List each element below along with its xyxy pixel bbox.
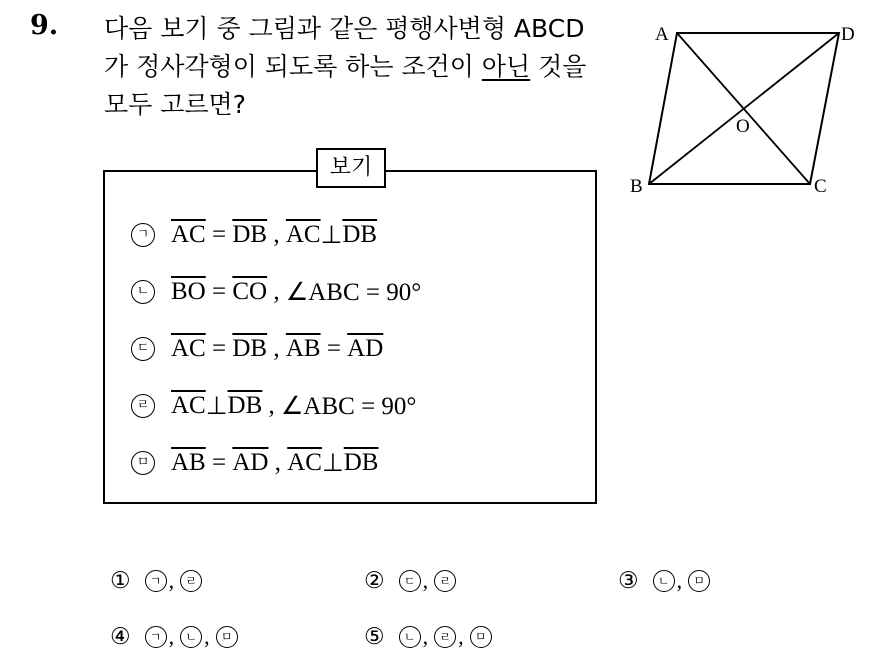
segment: $\overline{AC}$ — [287, 449, 322, 476]
question-line-1: 다음 보기 중 그림과 같은 평행사변형 ABCD — [104, 14, 585, 43]
operator: = — [205, 221, 233, 248]
operator: = — [205, 335, 233, 362]
segment: $\overline{CO}$ — [232, 278, 268, 305]
choice-mark: ㄱ — [145, 570, 167, 592]
segment: $\overline{AC}$ — [171, 392, 206, 419]
operator: ⊥ — [320, 222, 343, 249]
choice-5[interactable] — [364, 622, 492, 652]
segment: $\overline{DB}$ — [232, 221, 268, 248]
operator: = — [320, 335, 348, 362]
operator: ⊥ — [321, 450, 344, 477]
separator: , — [268, 449, 288, 476]
choice-separator: , — [422, 568, 429, 593]
question-line-2-start: 가 정사각형이 되도록 하는 조건이 — [104, 52, 482, 81]
choice-1[interactable] — [110, 566, 202, 596]
question-line-2-end: 것을 — [530, 52, 587, 81]
choice-number: ⑤ — [364, 624, 385, 650]
vertex-d-label: D — [841, 24, 855, 45]
segment: $\overline{AC}$ — [171, 221, 206, 248]
choice-mark: ㄷ — [399, 570, 421, 592]
choice-mark: ㄱ — [145, 626, 167, 648]
separator: , — [267, 335, 286, 362]
choice-number: ② — [364, 568, 385, 594]
choice-mark: ㄴ — [399, 626, 421, 648]
operator: = — [205, 449, 233, 476]
question-line-2 — [104, 48, 624, 86]
choice-number: ④ — [110, 624, 131, 650]
segment: $\overline{BO}$ — [171, 278, 206, 305]
segment: $\overline{DB}$ — [227, 392, 263, 419]
segment: $\overline{AD}$ — [347, 335, 384, 362]
choice-mark: ㅁ — [688, 570, 710, 592]
choice-mark: ㅁ — [216, 626, 238, 648]
choice-mark: ㄹ — [434, 570, 456, 592]
operator: = — [205, 278, 233, 305]
vertex-c-label: C — [814, 176, 827, 197]
vertex-b-label: B — [630, 176, 643, 197]
question-line-3: 모두 고르면? — [104, 90, 246, 119]
condition-item — [131, 332, 383, 366]
condition-mark: ㅁ — [131, 451, 155, 475]
operator: ⊥ — [205, 393, 228, 420]
choice-4[interactable] — [110, 622, 238, 652]
condition-item — [131, 275, 421, 309]
choice-3[interactable] — [618, 566, 710, 596]
center-o-label: O — [736, 116, 750, 137]
choice-mark: ㅁ — [470, 626, 492, 648]
choice-separator: , — [458, 624, 464, 649]
choice-mark: ㄴ — [180, 626, 202, 648]
condition-item — [131, 389, 416, 423]
question-number: 9. — [30, 10, 59, 41]
diagonal-bd — [649, 33, 839, 184]
choice-mark: ㄹ — [434, 626, 456, 648]
condition-mark: ㄴ — [131, 280, 155, 304]
segment: $\overline{DB}$ — [342, 221, 378, 248]
choice-mark: ㄴ — [653, 570, 675, 592]
segment: $\overline{DB}$ — [343, 449, 379, 476]
condition-mark: ㄹ — [131, 394, 155, 418]
segment: $\overline{AD}$ — [232, 449, 269, 476]
segment: $\overline{AB}$ — [285, 335, 321, 362]
choice-separator: , — [204, 624, 210, 649]
choice-number: ③ — [618, 568, 639, 594]
angle-condition: ∠ABC = 90° — [281, 393, 417, 420]
question-text — [104, 10, 624, 124]
choice-separator: , — [676, 568, 683, 593]
separator: , — [267, 278, 286, 305]
bogi-title: 보기 — [316, 148, 386, 188]
choice-separator: , — [168, 568, 175, 593]
segment: $\overline{AC}$ — [171, 335, 206, 362]
separator: , — [267, 221, 286, 248]
parallelogram-figure — [622, 14, 862, 204]
separator: , — [262, 392, 281, 419]
angle-condition: ∠ABC = 90° — [285, 279, 422, 306]
segment: $\overline{AC}$ — [285, 221, 321, 248]
choice-2[interactable] — [364, 566, 456, 596]
choice-separator: , — [168, 624, 175, 649]
condition-mark: ㄱ — [131, 223, 155, 247]
underlined-word: 아닌 — [481, 52, 531, 81]
choice-separator: , — [422, 624, 429, 649]
vertex-a-label: A — [655, 24, 669, 45]
condition-mark: ㄷ — [131, 337, 155, 361]
choice-mark: ㄹ — [180, 570, 202, 592]
condition-item — [131, 446, 378, 480]
segment: $\overline{AB}$ — [171, 449, 206, 476]
choice-number: ① — [110, 568, 131, 594]
condition-item — [131, 218, 377, 252]
segment: $\overline{DB}$ — [232, 335, 268, 362]
